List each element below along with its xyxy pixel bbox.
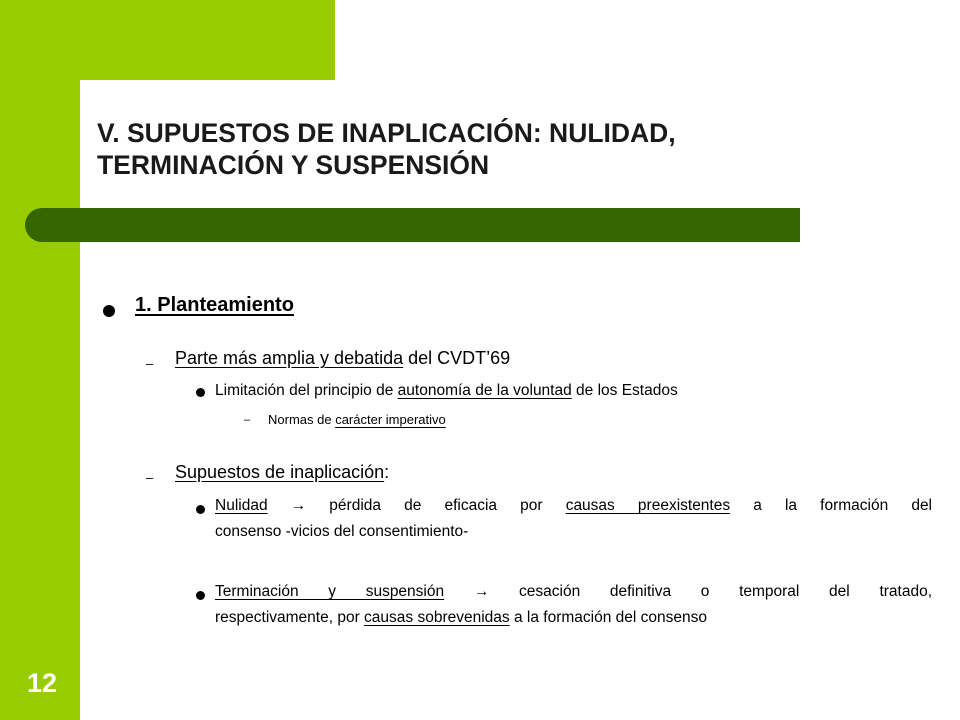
- slide-title: [97, 117, 927, 181]
- bullet-icon: [196, 388, 205, 397]
- nulidad-line-2: consenso -vicios del consentimiento-: [215, 523, 469, 540]
- arrow-icon: →: [473, 583, 490, 600]
- dash-icon: –: [244, 414, 251, 426]
- terminacion-line-1: Terminación y suspensión → cesación definitiva o temporal del tratado,: [215, 583, 933, 600]
- arrow-icon: →: [290, 497, 307, 514]
- item-2: Supuestos de inaplicación:: [175, 462, 390, 482]
- bullet-icon: [196, 591, 205, 600]
- item-1-subsub: Normas de carácter imperativo: [268, 412, 446, 427]
- section-heading: 1. Planteamiento: [135, 294, 294, 316]
- title-divider-bar: [25, 208, 800, 242]
- side-accent-strip: [0, 0, 80, 720]
- item-1-sub: Limitación del principio de autonomía de la voluntad de los Estados: [215, 382, 678, 399]
- bullet-icon: [196, 505, 205, 514]
- dash-icon: –: [146, 356, 154, 371]
- title-line-1: V. SUPUESTOS DE INAPLICACIÓN: NULIDAD,: [97, 118, 676, 148]
- bullet-icon: [103, 305, 115, 317]
- item-1: Parte más amplia y debatida del CVDT’69: [175, 348, 511, 368]
- slide-number: 12: [26, 668, 58, 698]
- title-line-2: TERMINACIÓN Y SUSPENSIÓN: [97, 150, 490, 180]
- top-accent-block: [0, 0, 335, 80]
- dash-icon: –: [146, 470, 154, 485]
- nulidad-line-1: Nulidad → pérdida de eficacia por causas preexistentes a la formación del: [215, 497, 933, 514]
- terminacion-line-2: respectivamente, por causas sobrevenidas a la formación del consenso: [215, 609, 707, 626]
